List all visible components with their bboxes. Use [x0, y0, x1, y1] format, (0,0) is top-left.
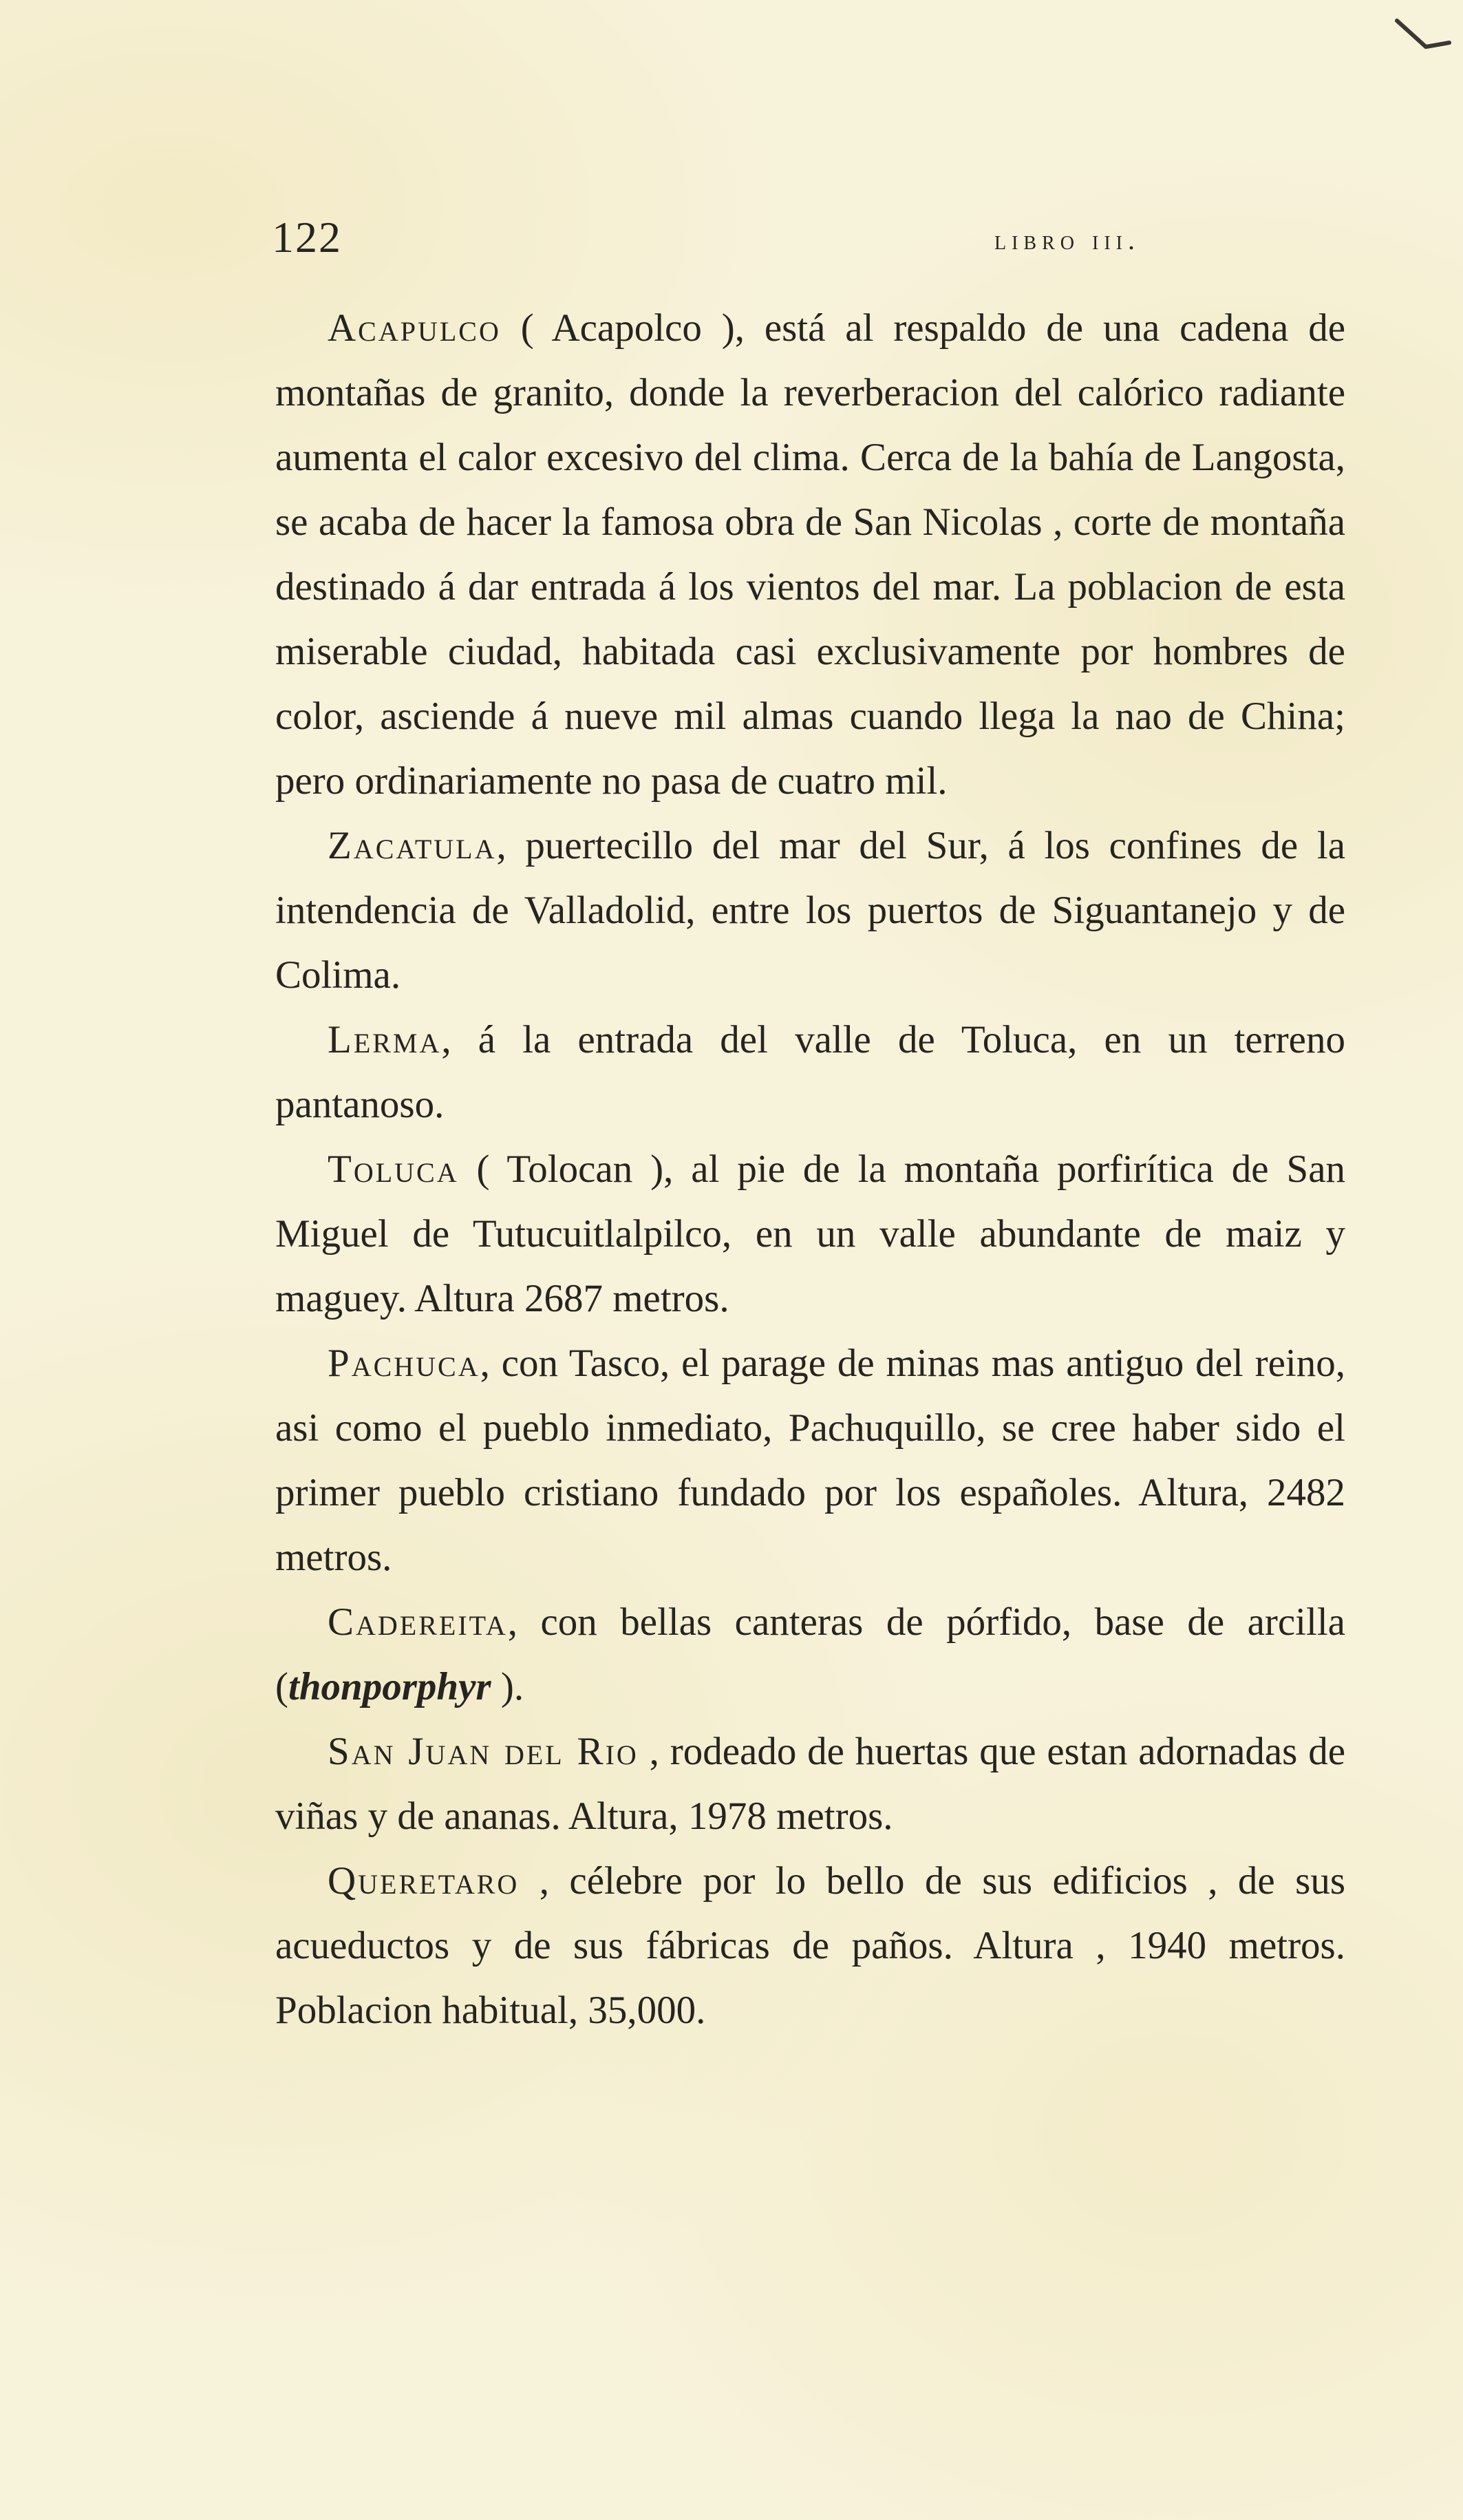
body-text — [275, 296, 1345, 2043]
place-name: Acapulco — [328, 306, 501, 350]
paragraph-text: , rodeado de huertas que estan adornadas de viñas y de ananas. Altura, 1978 metros. — [275, 1730, 1345, 1838]
paragraph-toluca — [275, 1137, 1345, 1331]
paragraph-pachuca — [275, 1331, 1345, 1590]
place-name: Queretaro — [328, 1859, 520, 1903]
page-header — [272, 207, 1345, 268]
place-name: Toluca — [328, 1147, 459, 1191]
paragraph-san-juan-del-rio — [275, 1719, 1345, 1849]
pencil-check-mark-icon — [1391, 12, 1453, 74]
paragraph-queretaro — [275, 1849, 1345, 2043]
place-name: Lerma — [328, 1018, 442, 1061]
place-name: San Juan del Rio — [328, 1730, 639, 1773]
paragraph-text: , célebre por lo bello de sus edificios , de sus acueductos y de sus fábricas de paños. Altura , 1940 metros. Poblacion habitual, 35,000. — [275, 1859, 1345, 2032]
paragraph-lerma — [275, 1008, 1345, 1137]
paragraph-text: ( Acapolco ), está al respaldo de una cadena de montañas de granito, donde la reverberacion del calórico radiante aumenta el calor excesivo del clima. Cerca de la bahía de Langosta, se acaba de hacer la famosa obra de San Nicolas , corte de montaña destinado á dar entrada á los vientos del mar. La poblacion de esta miserable ciudad, habitada casi exclusivamente por hombres de color, asciende á nueve mil almas cuando llega la nao de China; pero ordinariamente no pasa de cuatro mil. — [275, 306, 1345, 803]
paragraph-text: ( Tolocan ), al pie de la montaña porfirítica de San Miguel de Tutucuitlalpilco, en un valle abundante de maiz y maguey. Altura 2687 metros. — [275, 1147, 1345, 1320]
place-name: Zacatula — [328, 824, 497, 867]
paragraph-text: , con bellas canteras de pórfido, base de arcilla ( — [275, 1600, 1345, 1708]
place-name: Cadereita — [328, 1600, 508, 1644]
page-number: 122 — [272, 213, 342, 262]
paragraph-cadereita — [275, 1590, 1345, 1719]
paragraph-zacatula — [275, 814, 1345, 1008]
paragraph-acapulco — [275, 296, 1345, 814]
paragraph-text-end: ). — [491, 1665, 524, 1708]
paragraph-text: , puertecillo del mar del Sur, á los confines de la intendencia de Valladolid, entre los puertos de Siguantanejo y de Colima. — [275, 824, 1345, 997]
place-name: Pachuca — [328, 1342, 480, 1385]
paragraph-text: , con Tasco, el parage de minas mas antiguo del reino, asi como el pueblo inmediato, Pachuquillo, se cree haber sido el primer pueblo cristiano fundado por los españoles. Altura, 2482 metros. — [275, 1342, 1345, 1579]
paragraph-text: , á la entrada del valle de Toluca, en un terreno pantanoso. — [275, 1018, 1345, 1126]
running-head: libro iii. — [994, 224, 1140, 255]
italic-term: thonporphyr — [288, 1665, 491, 1708]
